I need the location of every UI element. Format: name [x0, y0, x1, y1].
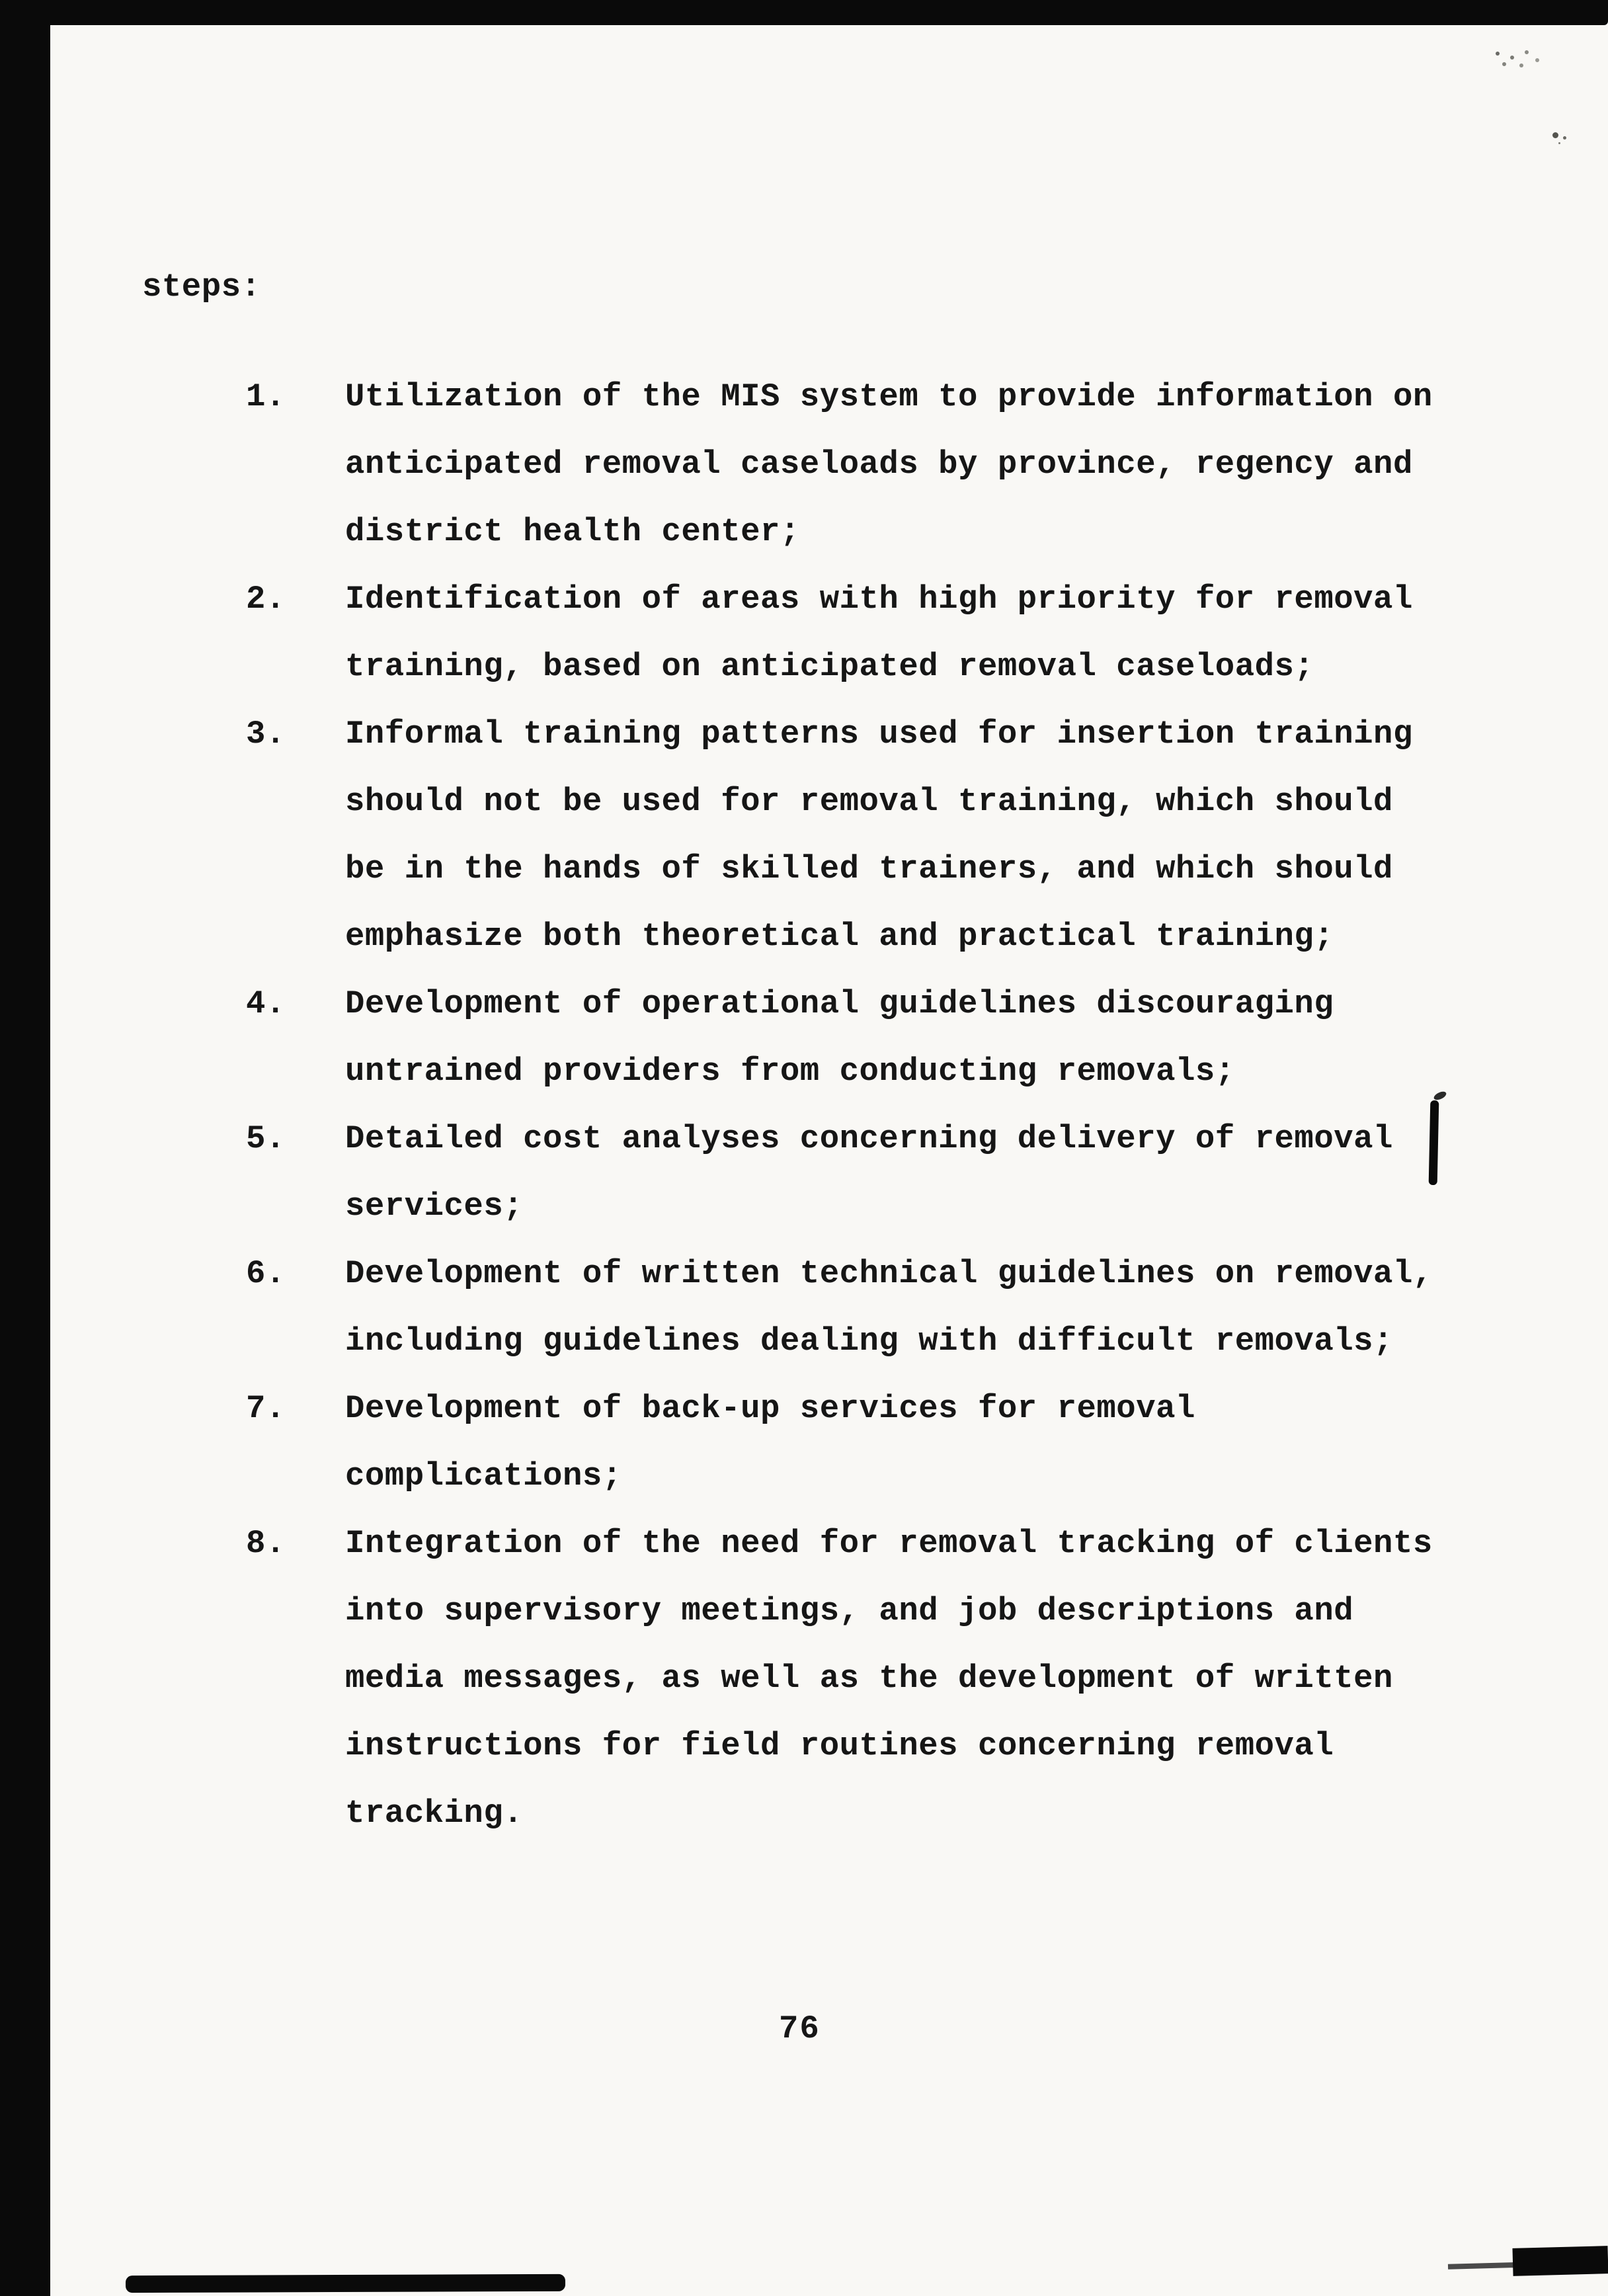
ink-mark-hook-icon [1433, 1090, 1447, 1102]
item-text-line: untrained providers from conducting removals; [345, 1053, 1235, 1090]
item-text-line: Development of back-up services for removal [345, 1390, 1195, 1427]
item-text-line: Utilization of the MIS system to provide information on [345, 378, 1433, 415]
item-number: 8. [246, 1525, 286, 1562]
scan-artifact-bottom-left [126, 2274, 565, 2293]
item-text-line: Development of operational guidelines discouraging [345, 985, 1334, 1022]
intro-label: steps: [142, 268, 261, 306]
list-item [246, 363, 1433, 565]
item-number: 5. [246, 1120, 286, 1157]
item-text [345, 565, 1413, 700]
page-number: 76 [779, 2010, 821, 2047]
item-text [345, 970, 1334, 1105]
scan-artifact-top-edge [0, 0, 1608, 25]
item-text-line: media messages, as well as the development of written [345, 1660, 1393, 1697]
item-text-line: Integration of the need for removal tracking of clients [345, 1525, 1433, 1562]
scan-speckle-top-right [1496, 52, 1500, 56]
item-number: 6. [246, 1255, 286, 1292]
list-item [246, 1510, 1433, 1847]
item-number: 7. [246, 1390, 286, 1427]
item-number: 3. [246, 716, 286, 753]
item-text-line: should not be used for removal training, which should [345, 783, 1393, 820]
item-text-line: Detailed cost analyses concerning delivery of removal [345, 1120, 1393, 1157]
list-item [246, 970, 1433, 1105]
item-text-line: emphasize both theoretical and practical training; [345, 918, 1334, 955]
list-item [246, 1240, 1433, 1375]
item-text-line: training, based on anticipated removal caseloads; [345, 648, 1314, 685]
item-text-line: district health center; [345, 513, 800, 550]
scan-speckle-right [1552, 132, 1558, 138]
item-text-line: instructions for field routines concerning removal [345, 1727, 1334, 1764]
item-text [345, 1105, 1393, 1240]
item-text [345, 700, 1413, 970]
item-text-line: complications; [345, 1457, 622, 1495]
item-text-line: be in the hands of skilled trainers, and which should [345, 850, 1393, 887]
item-text-line: Development of written technical guidelines on removal, [345, 1255, 1433, 1292]
item-text [345, 1510, 1433, 1847]
scan-artifact-bottom-right [1512, 2246, 1608, 2276]
scan-artifact-left-edge [0, 0, 50, 2296]
list-item [246, 700, 1433, 970]
item-text-line: including guidelines dealing with difficult removals; [345, 1323, 1393, 1360]
item-text-line: into supervisory meetings, and job descriptions and [345, 1592, 1354, 1629]
item-number: 1. [246, 378, 286, 415]
item-text [345, 363, 1433, 565]
list-item [246, 1375, 1433, 1510]
item-number: 4. [246, 985, 286, 1022]
item-text-line: anticipated removal caseloads by province, regency and [345, 446, 1413, 483]
item-text-line: services; [345, 1188, 524, 1225]
list-item [246, 565, 1433, 700]
item-number: 2. [246, 581, 286, 618]
item-text [345, 1240, 1433, 1375]
item-text-line: Informal training patterns used for insertion training [345, 716, 1413, 753]
item-text-line: Identification of areas with high priority for removal [345, 581, 1413, 618]
list-item [246, 1105, 1433, 1240]
steps-list [246, 363, 1433, 1847]
item-text-line: tracking. [345, 1795, 524, 1832]
item-text [345, 1375, 1195, 1510]
